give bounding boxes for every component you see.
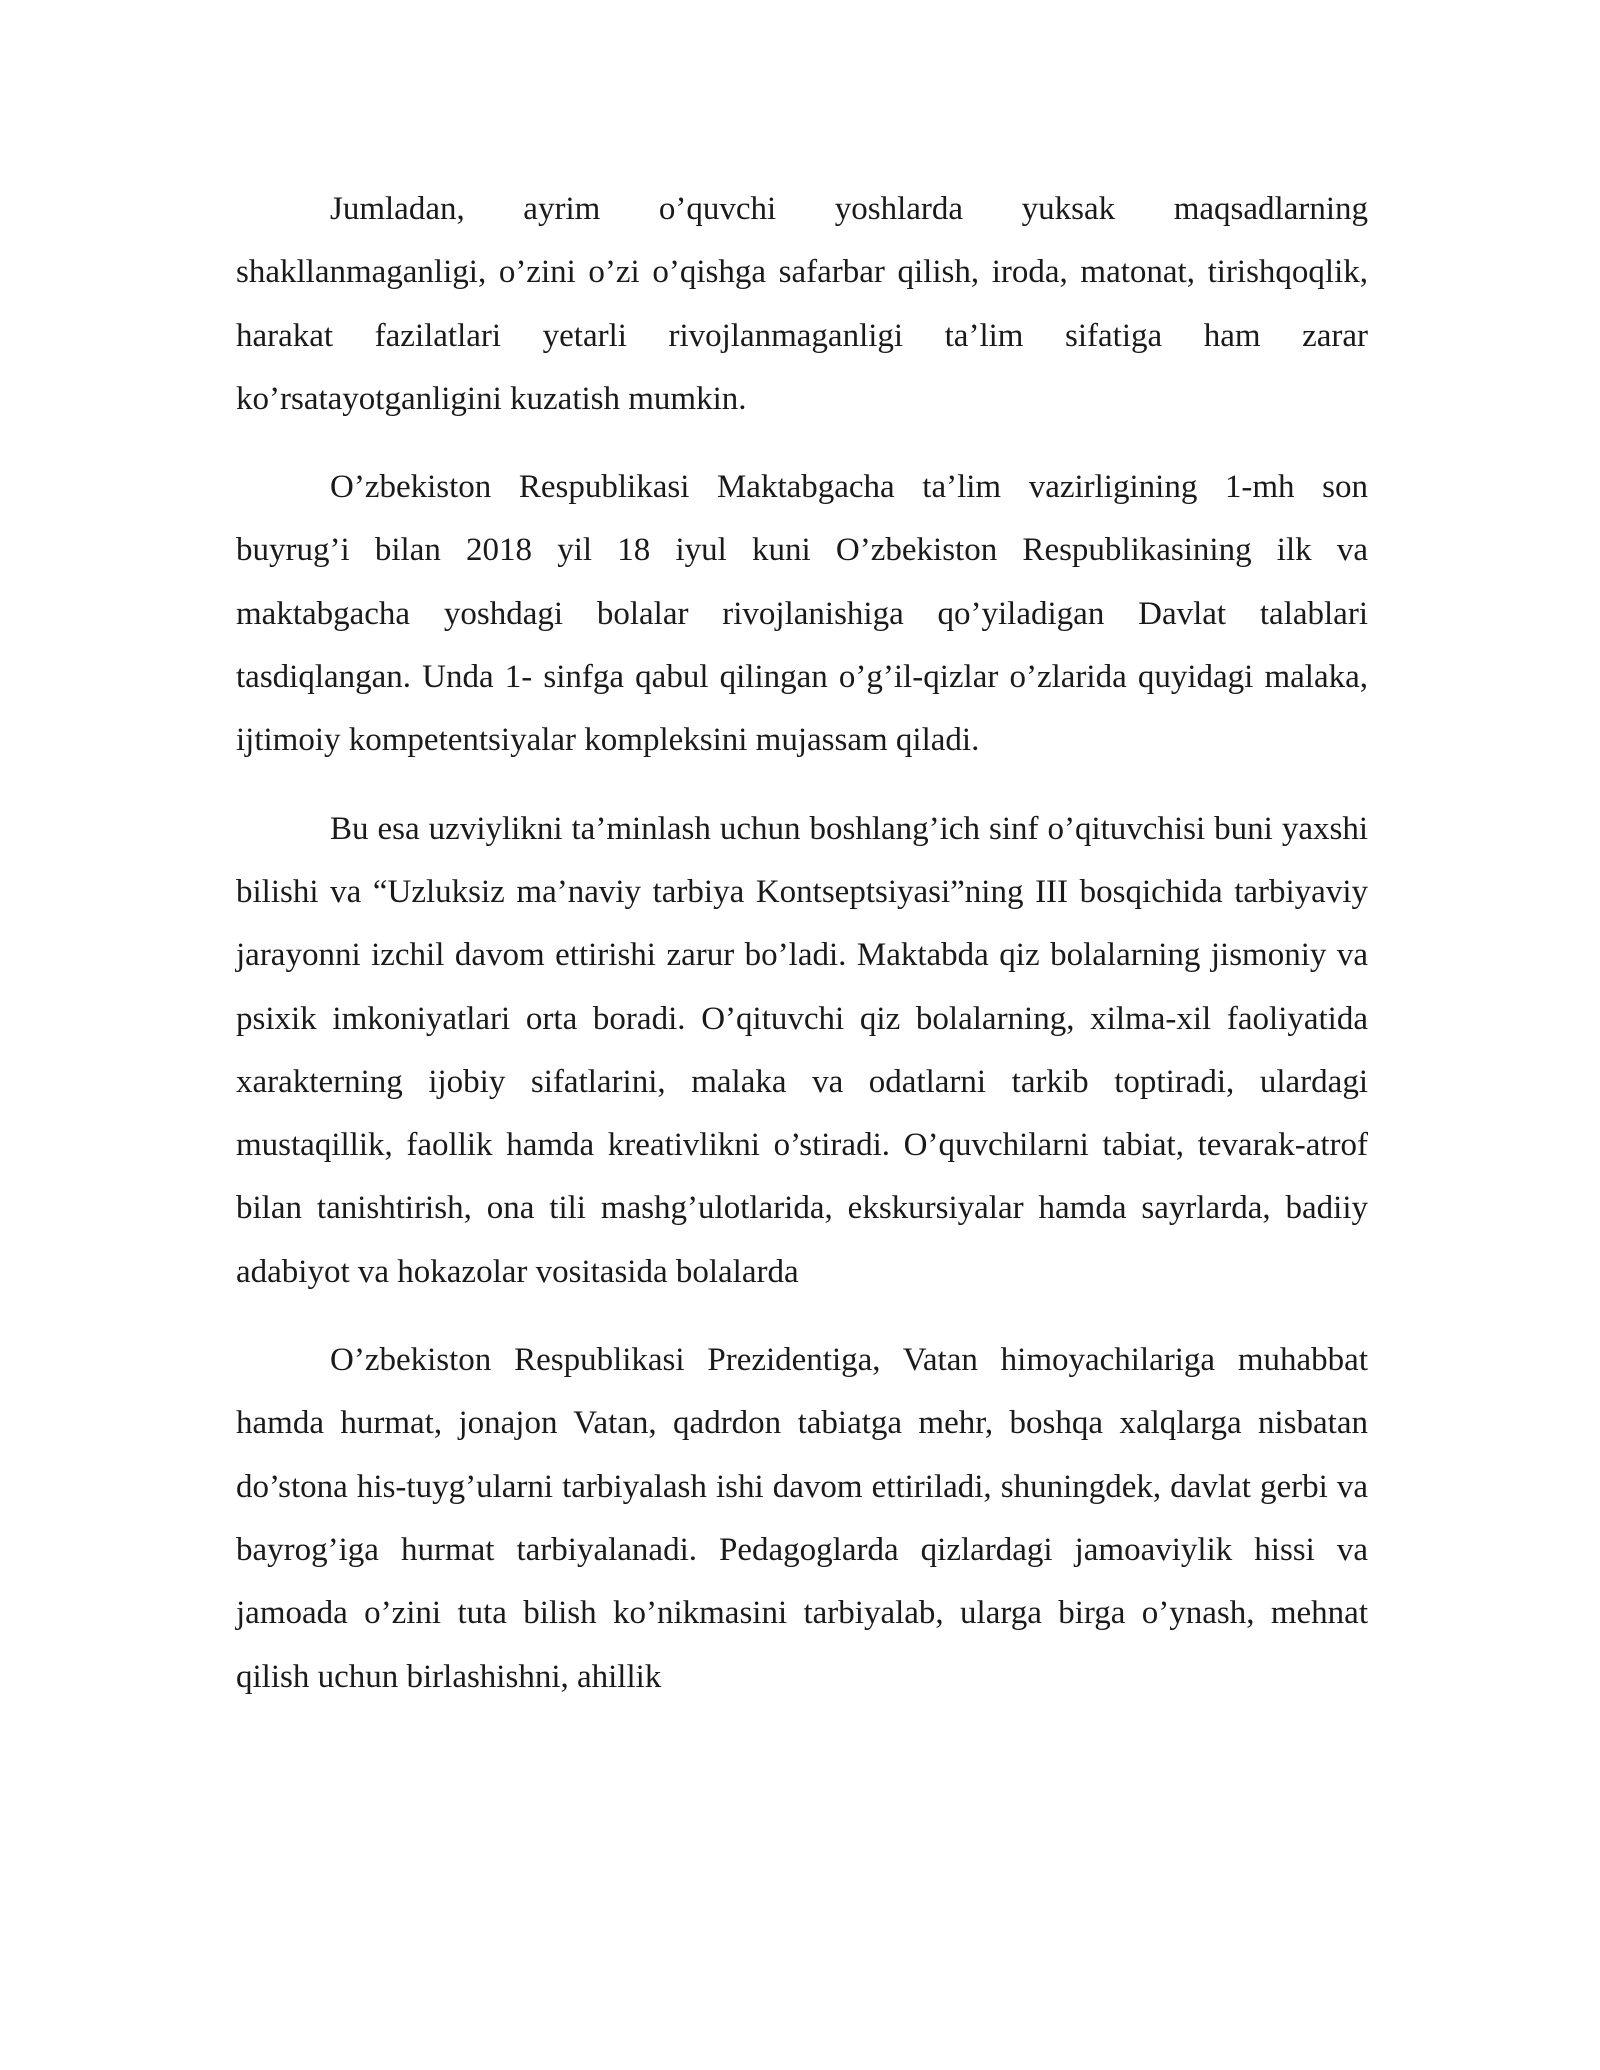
paragraph-2: O’zbekiston Respublikasi Maktabgacha ta’lim vazirligining 1-mh son buyrug’i bilan 2018 yil 18 iyul kuni O’zbekiston Respublikasining ilk va maktabgacha yoshdagi bolalar rivojlanishiga qo’yiladigan Davlat talablari tasdiqlangan. Unda 1- sinfga qabul qilingan o’g’il-qizlar o’zlarida quyidagi malaka, ijtimoiy kompetentsiyalar kompleksini mujassam qiladi. [236,469,1368,759]
paragraph-4: O’zbekiston Respublikasi Prezidentiga, Vatan himoyachilariga muhabbat hamda hurmat, jonajon Vatan, qadrdon tabiatga mehr, boshqa xalqlarga nisbatan do’stona his-tuyg’ularni tarbiyalash ishi davom ettiriladi, shuningdek, davlat gerbi va bayrog’iga hurmat tarbiyalanadi. Pedagoglarda qizlardagi jamoaviylik hissi va jamoada o’zini tuta bilish ko’nikmasini tarbiyalab, ularga birga o’ynash, mehnat qilish uchun birlashishni, ahillik [236,1342,1368,1695]
paragraph-3: Bu esa uzviylikni ta’minlash uchun boshlang’ich sinf o’qituvchisi buni yaxshi bilishi va “Uzluksiz ma’naviy tarbiya Kontseptsiyasi”ning III bosqichida tarbiyaviy jarayonni izchil davom ettirishi zarur bo’ladi. Maktabda qiz bolalarning jismoniy va psixik imkoniyatlari orta boradi. O’qituvchi qiz bolalarning, xilma-xil faoliyatida xarakterning ijobiy sifatlarini, malaka va odatlarni tarkib toptiradi, ulardagi mustaqillik, faollik hamda kreativlikni o’stiradi. O’quvchilarni tabiat, tevarak-atrof bilan tanishtirish, ona tili mashg’ulotlarida, ekskursiyalar hamda sayrlarda, badiiy adabiyot va hokazolar vositasida bolalarda [236,810,1368,1290]
document-body [236,178,1368,1709]
paragraph-1: Jumladan, ayrim o’quvchi yoshlarda yuksak maqsadlarning shakllanmaganligi, o’zini o’zi o’qishga safarbar qilish, iroda, matonat, tirishqoqlik, harakat fazilatlari yetarli rivojlanmaganligi ta’lim sifatiga ham zarar ko’rsatayotganligini kuzatish mumkin. [236,191,1368,417]
